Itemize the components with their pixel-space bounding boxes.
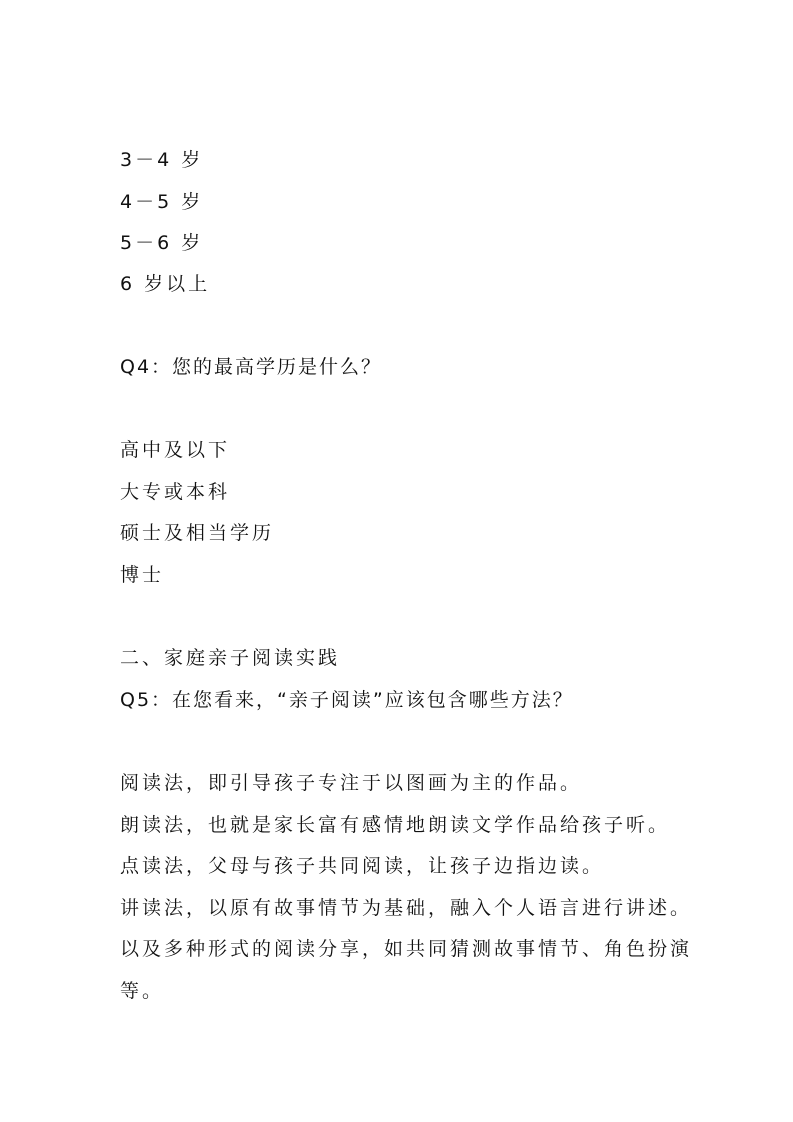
method-option: 点读法，父母与孩子共同阅读，让孩子边指边读。: [120, 855, 605, 877]
method-option: 讲读法，以原有故事情节为基础，融入个人语言进行讲述。: [120, 897, 693, 919]
method-option: 阅读法，即引导孩子专注于以图画为主的作品。: [120, 772, 583, 794]
age-option: 3－4 岁: [120, 149, 204, 171]
question-q4: Q4：您的最高学历是什么？: [120, 356, 383, 378]
question-q5: Q5：在您看来，“亲子阅读”应该包含哪些方法？: [120, 689, 574, 711]
education-option: 博士: [120, 564, 165, 586]
age-option: 6 岁以上: [120, 273, 211, 295]
method-option: 朗读法，也就是家长富有感情地朗读文学作品给孩子听。: [120, 814, 671, 836]
method-option: 以及多种形式的阅读分享，如共同猜测故事情节、角色扮演: [120, 938, 693, 960]
age-option: 4－5 岁: [120, 191, 204, 213]
age-option: 5－6 岁: [120, 232, 204, 254]
education-option: 大专或本科: [120, 481, 231, 503]
education-option: 硕士及相当学历: [120, 522, 275, 544]
section-heading: 二、家庭亲子阅读实践: [120, 647, 341, 669]
method-option-continuation: 等。: [120, 980, 165, 1002]
education-option: 高中及以下: [120, 439, 231, 461]
